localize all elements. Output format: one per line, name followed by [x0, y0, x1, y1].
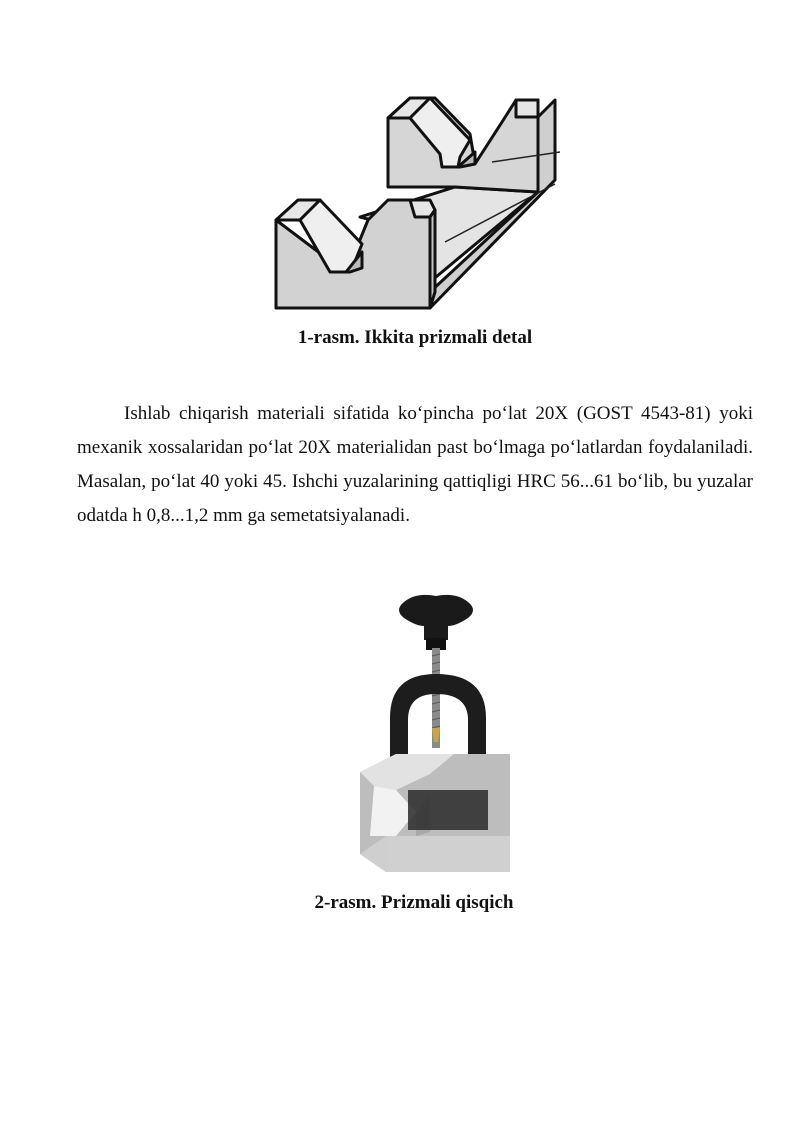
figure-1-caption: 1-rasm. Ikkita prizmali detal: [297, 327, 533, 348]
knob-icon: [399, 595, 473, 650]
v-block-clamp-photo: [356, 590, 516, 880]
figure-2-caption: 2-rasm. Prizmali qisqich: [314, 892, 514, 913]
body-paragraph: Ishlab chiqarish materiali sifatida ko‘pincha po‘lat 20X (GOST 4543-81) yoki mexanik xossalaridan po‘lat 20X materialidan past bo‘lmaga po‘latlardan foydalaniladi. Masalan, po‘lat 40 yoki 45. Ishchi yuzalarining qattiqligi HRC 56...61 bo‘lib, bu yuzalar odatda h 0,8...1,2 mm ga semetatsiyalanadi.: [77, 403, 753, 526]
prism-part-illustration: [270, 92, 565, 310]
